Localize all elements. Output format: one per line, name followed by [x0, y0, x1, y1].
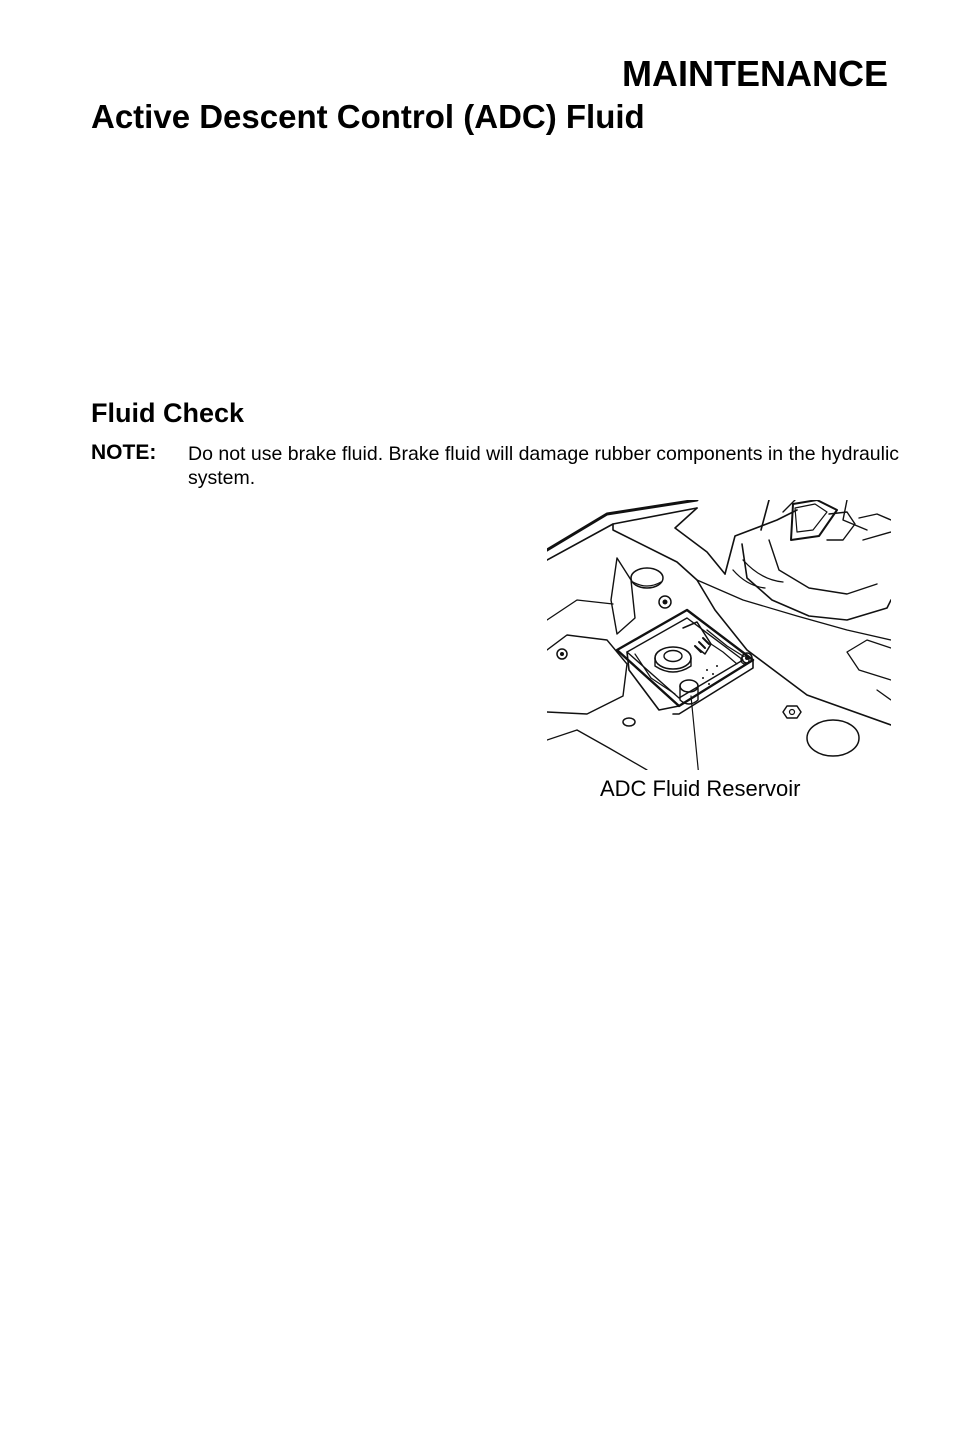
note-text: Do not use brake fluid. Brake fluid will damage rubber components in the hydraulic system.: [188, 443, 900, 489]
adc-reservoir-illustration: [547, 500, 891, 770]
note-label: NOTE:: [91, 441, 157, 464]
chapter-header: MAINTENANCE: [622, 53, 888, 94]
page-title: Active Descent Control (ADC) Fluid: [91, 98, 645, 135]
figure-caption: ADC Fluid Reservoir: [600, 776, 801, 801]
section-heading-fluid-check: Fluid Check: [91, 398, 245, 428]
